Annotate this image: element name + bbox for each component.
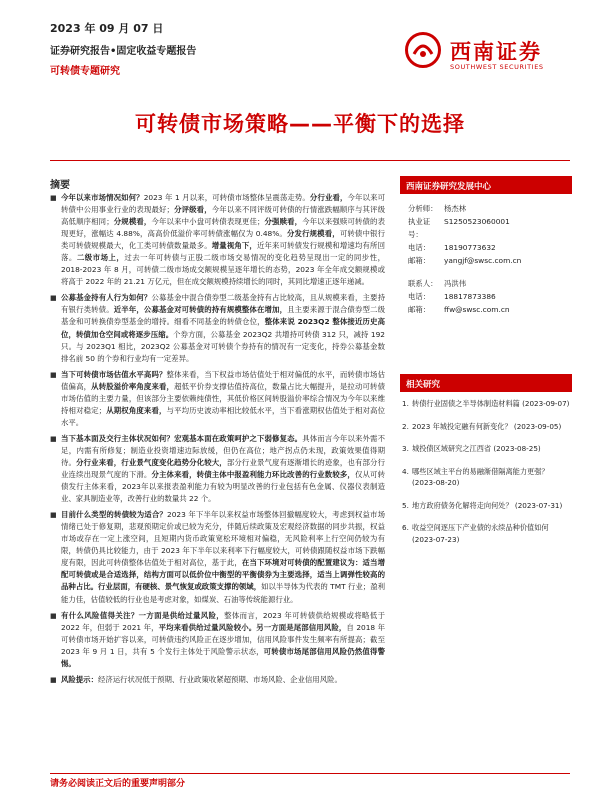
- contact-info-value: 冯洪伟: [444, 279, 467, 288]
- related-research-number: 4.: [402, 466, 409, 476]
- abstract-text: 个券方面，公募基金 2023Q2 共增持可转债 312 只，减持 192 只。与 2023Q1 相比，2023Q2 公募基金对可转债个券持有的情况有一定变化，持券公募基金数排名前 50 的个券和行业均有一定差异。: [61, 329, 385, 363]
- abstract-item: [50, 433, 385, 505]
- related-research-item[interactable]: [400, 398, 572, 410]
- related-research-item[interactable]: [400, 500, 572, 512]
- contact-info-key: 电话：: [408, 292, 431, 301]
- abstract-item: [50, 192, 385, 288]
- contact-info-row: [408, 290, 562, 303]
- contact-info-value: ffw@swsc.com.cn: [444, 305, 510, 314]
- abstract-emphasis: 当下基本面及交行主体状况如何？宏观基本面在政策呵护之下弱修复态。: [61, 433, 303, 443]
- contact-info-key: 联系人：: [408, 279, 438, 288]
- abstract-emphasis: 在当下环境对可转债的配置建议为：适当增配可转债或是合适选择，结构方面可以低价位中衡型的平衡债券为主要选择，适当上调弹性较高的品种占比。行业层面，有硬核、景气恢复或政策支撑的领域，: [61, 558, 385, 592]
- related-research-number: 5.: [402, 500, 409, 510]
- analyst-info-row: [408, 202, 562, 215]
- report-type: 证券研究报告•固定收益专题报告: [50, 46, 197, 57]
- company-logo: [405, 32, 575, 76]
- abstract-text: 且主要来源于混合债券型二级基金和可转换债券型基金的增持。细看不同基金的转债仓位，: [61, 305, 385, 327]
- abstract-emphasis: 分行业看，: [309, 193, 348, 202]
- report-title: 可转债市场策略——平衡下的选择: [135, 112, 465, 136]
- abstract-item: [50, 369, 385, 429]
- abstract-emphasis: 分行业来看，行业景气度变化趋势分化较大，: [76, 457, 227, 467]
- abstract-text: 今年以来可转债中公用事业行业的表现最好；: [61, 193, 385, 215]
- abstract-text: 超低平价券支撑估值持高位，数量占比大幅提升，是拉动可转债市场估值的主要力量，但该部分主要依赖纯债性，其低价格区间转股溢价率综合情况为今年以来维持相对稳定；: [61, 381, 385, 415]
- footer-divider: [50, 773, 570, 774]
- related-research-title: 收益空间逐压下产业债的永续品种价值如何 (2023-07-23): [412, 523, 549, 544]
- abstract-emphasis: 有什么风险值得关注？一方面是供给过量风险，: [61, 610, 225, 620]
- contact-info-key: 邮箱：: [408, 305, 431, 314]
- analyst-info-key: 执业证号：: [408, 217, 431, 239]
- related-research-item[interactable]: [400, 421, 572, 433]
- abstract-text: 如以半导体为代表的 TMT 行业；盈利能力佳，估值较低的行业也是考虑对象，如煤炭、石油等传统能源行业。: [61, 582, 385, 604]
- logo-name-en: SOUTHWEST SECURITIES: [450, 63, 544, 71]
- analyst-info-row: [408, 254, 562, 267]
- analyst-info-value: yangjf@swsc.com.cn: [444, 256, 522, 265]
- abstract-emphasis: 可转债市场尾部信用风险仍然值得警惕。: [61, 646, 385, 668]
- analyst-info-row: [408, 241, 562, 254]
- abstract-emphasis: 从转股溢价率角度来看，: [91, 381, 175, 391]
- abstract-item: [50, 610, 385, 670]
- abstract-emphasis: 目前什么类型的转债较为适合？: [61, 510, 167, 520]
- abstract-text: 部分行业景气度有逐渐增长的迹象，也有部分行业连续出现景气度的下滑。: [61, 457, 385, 480]
- contact-info-row: [408, 303, 562, 316]
- abstract-text: 自 2018 年可转债市场开始扩容以来，可转债违约风险正在逐步增加，信用风险事件发生频率有所提高；截至 2023 年 9 月 1 日，共有 5 个发行主体处于风险警示状态，: [61, 622, 385, 656]
- abstract-emphasis: 分规模看，: [113, 217, 152, 227]
- abstract-text: 整体而言，2023 年可转债供给规模或将略低于 2022 年，但弱于 2021 年，: [61, 610, 385, 632]
- research-center-panel: [400, 176, 572, 322]
- bullet-icon: ■: [50, 194, 57, 202]
- abstract-text: 2023 年下半年以来权益市场整体回撤幅度较大，考虑到权益市场情绪已处于修复期，悲观预期定价或已较为充分，伴随后续政策及宏观经济数据的同步共振，权益市场或存在一定上涨空间，且短期内货币政策宽松环境相对偏稳，无风险利率上行空间仍较为有限，转债仍具比较能力，由于 2023 年下半年以来利率下行幅度较大，可转债跟随权益市场下跌幅度有限，因此可转债整体估值处于相对高位，基于此，: [61, 510, 385, 568]
- bullet-icon: ■: [50, 294, 57, 303]
- abstract-text: 今年以来中小盘可转债表现更佳；: [151, 217, 265, 227]
- analyst-info-value: S1250523060001: [444, 217, 510, 226]
- related-research-title: 地方政府债务化解将走向何处？ (2023-07-31): [412, 500, 563, 510]
- abstract-emphasis: 增量视角下，: [211, 241, 257, 251]
- logo-mark-icon: [405, 32, 441, 68]
- bullet-icon: ■: [50, 611, 57, 620]
- analyst-info-value: 18190773632: [444, 243, 496, 252]
- bullet-icon: ■: [50, 675, 57, 684]
- bullet-icon: ■: [50, 434, 57, 443]
- abstract-text: 2023 年 1 月以来，可转债市场整体呈震荡走势。: [143, 193, 310, 202]
- abstract-text: 与平均历史波动率相比较低水平，当下看涨期权估值处于相对高位水平。: [61, 405, 385, 427]
- analyst-info-key: 电话：: [408, 243, 431, 252]
- related-research-number: 2.: [402, 421, 409, 431]
- analyst-info-value: 杨杰林: [444, 204, 467, 213]
- title-divider: [50, 160, 570, 161]
- related-research-number: 3.: [402, 444, 409, 453]
- abstract-item: [50, 674, 385, 686]
- abstract-text: 仅从可转债发行主体来看，2023年以来报表盈利能力有较为明显改善的行业包括有色金属、仪器仪表制造业、家具制造业等，改善行业的数量共 22 个。: [61, 470, 385, 504]
- contact-info-row: [408, 277, 562, 290]
- abstract-emphasis: 平均来看供给过量风险较小。另一方面是尾部信用风险，: [158, 622, 347, 632]
- abstract-emphasis: 近半年，公募基金对可转债的持有规模整体在增加，: [113, 305, 288, 315]
- related-research-title: 转债行业固债之半导体制造材料篇 (2023-09-07): [412, 399, 570, 408]
- logo-name-cn: 西南证券: [450, 39, 542, 64]
- abstract-emphasis: 公募基金持有人行为如何？: [61, 293, 152, 303]
- footer-disclaimer: 请务必阅读正文后的重要声明部分: [50, 779, 186, 789]
- related-research-list: [400, 398, 572, 556]
- abstract-emphasis: 分评级看，: [173, 205, 212, 215]
- contact-info-value: 18817873386: [444, 292, 496, 301]
- analyst-info-key: 邮箱：: [408, 256, 431, 265]
- abstract-text: 公募基金中混合债券型二级基金持有占比较高，且从规模来看，主要持有银行类转债。: [61, 293, 385, 315]
- abstract-emphasis: 当下可转债市场估值水平高吗？: [61, 369, 167, 379]
- related-research-item[interactable]: [400, 522, 572, 545]
- abstract-text: 今年以来强赎可转债的表现更好，涨幅达 4.88%，高高价低溢价率可转债涨幅仅为 0.48%。: [61, 217, 385, 239]
- related-research-title: 2023 年城投定融有何新变化？ (2023-09-05): [412, 421, 562, 431]
- report-date: 2023 年 09 月 07 日: [50, 22, 164, 35]
- analyst-info-key: 分析师：: [408, 204, 438, 213]
- related-research-title: 哪些区域主平台的易融渐借隔离能力更强？ (2023-08-20): [412, 466, 549, 487]
- abstract-label: 摘要: [50, 180, 70, 191]
- abstract-emphasis: 整体来说 2023Q2 整体接近历史高位，转债加仓空间或将逐步压缩。: [61, 317, 385, 339]
- abstract-emphasis: 二级市场上，: [76, 253, 125, 263]
- abstract-text: 近年来可转债发行规模和增速均有所回落。: [61, 241, 385, 263]
- related-research-number: 1.: [402, 399, 409, 408]
- abstract-emphasis: 分强赎看，: [264, 217, 303, 227]
- abstract-text: 今年以来不同评级可转债的行情涨跌幅顺序与其评级高低顺序相同；: [61, 205, 385, 227]
- related-research-title: 城投债区域研究之江西省 (2023-08-25): [412, 444, 541, 453]
- bullet-icon: ■: [50, 511, 57, 520]
- report-subtitle: 可转债专题研究: [50, 66, 120, 77]
- abstract-text: 过去一年可转债与正股二级市场交易情况的变化趋势呈现出一定的同步性，2018-2023 年 8 月，可转债二级市场成交额规模呈逐年增长的态势，2023 年全年成交额规模或将高于 2022 年的 21.21 万亿元，但在成交额规模持续增长的同时，其同比增速正逐年递减。: [61, 253, 385, 287]
- related-research-number: 6.: [402, 523, 409, 532]
- abstract-emphasis: 从期权角度来看，: [106, 405, 167, 415]
- related-research-item[interactable]: [400, 443, 572, 455]
- research-center-header: 西南证券研究发展中心: [400, 176, 572, 194]
- abstract-item: [50, 292, 385, 364]
- abstract-text: 整体来看，当下权益市场估值处于相对偏低的水平，而转债市场估值偏高，: [61, 369, 385, 391]
- abstract-emphasis: 分发行规模看，: [286, 229, 340, 239]
- abstract-body: [50, 192, 385, 690]
- abstract-emphasis: 分主体来看，转债主体中报盈利能力环比改善的行业数较多，: [151, 470, 355, 480]
- bullet-icon: ■: [50, 370, 57, 379]
- abstract-text: 经济运行状况低于预期、行业政策收紧超预期、市场风险、企业信用风险。: [97, 674, 342, 684]
- analyst-info-row: [408, 215, 562, 241]
- abstract-emphasis: 今年以来市场情况如何？: [61, 193, 144, 202]
- abstract-emphasis: 风险提示：: [61, 674, 98, 684]
- abstract-text: 具体而言今年以来外需不足，内需有所修复；制造业投资增速边际放缓，但仍在高位；地产拐点仍未现，政策效果值得期待。: [61, 433, 385, 467]
- related-research-item[interactable]: [400, 466, 572, 489]
- abstract-text: 可转债中银行类可转债规模最大，化工类可转债数量最多。: [61, 229, 385, 251]
- related-research-header: 相关研究: [400, 374, 572, 392]
- abstract-item: [50, 509, 385, 605]
